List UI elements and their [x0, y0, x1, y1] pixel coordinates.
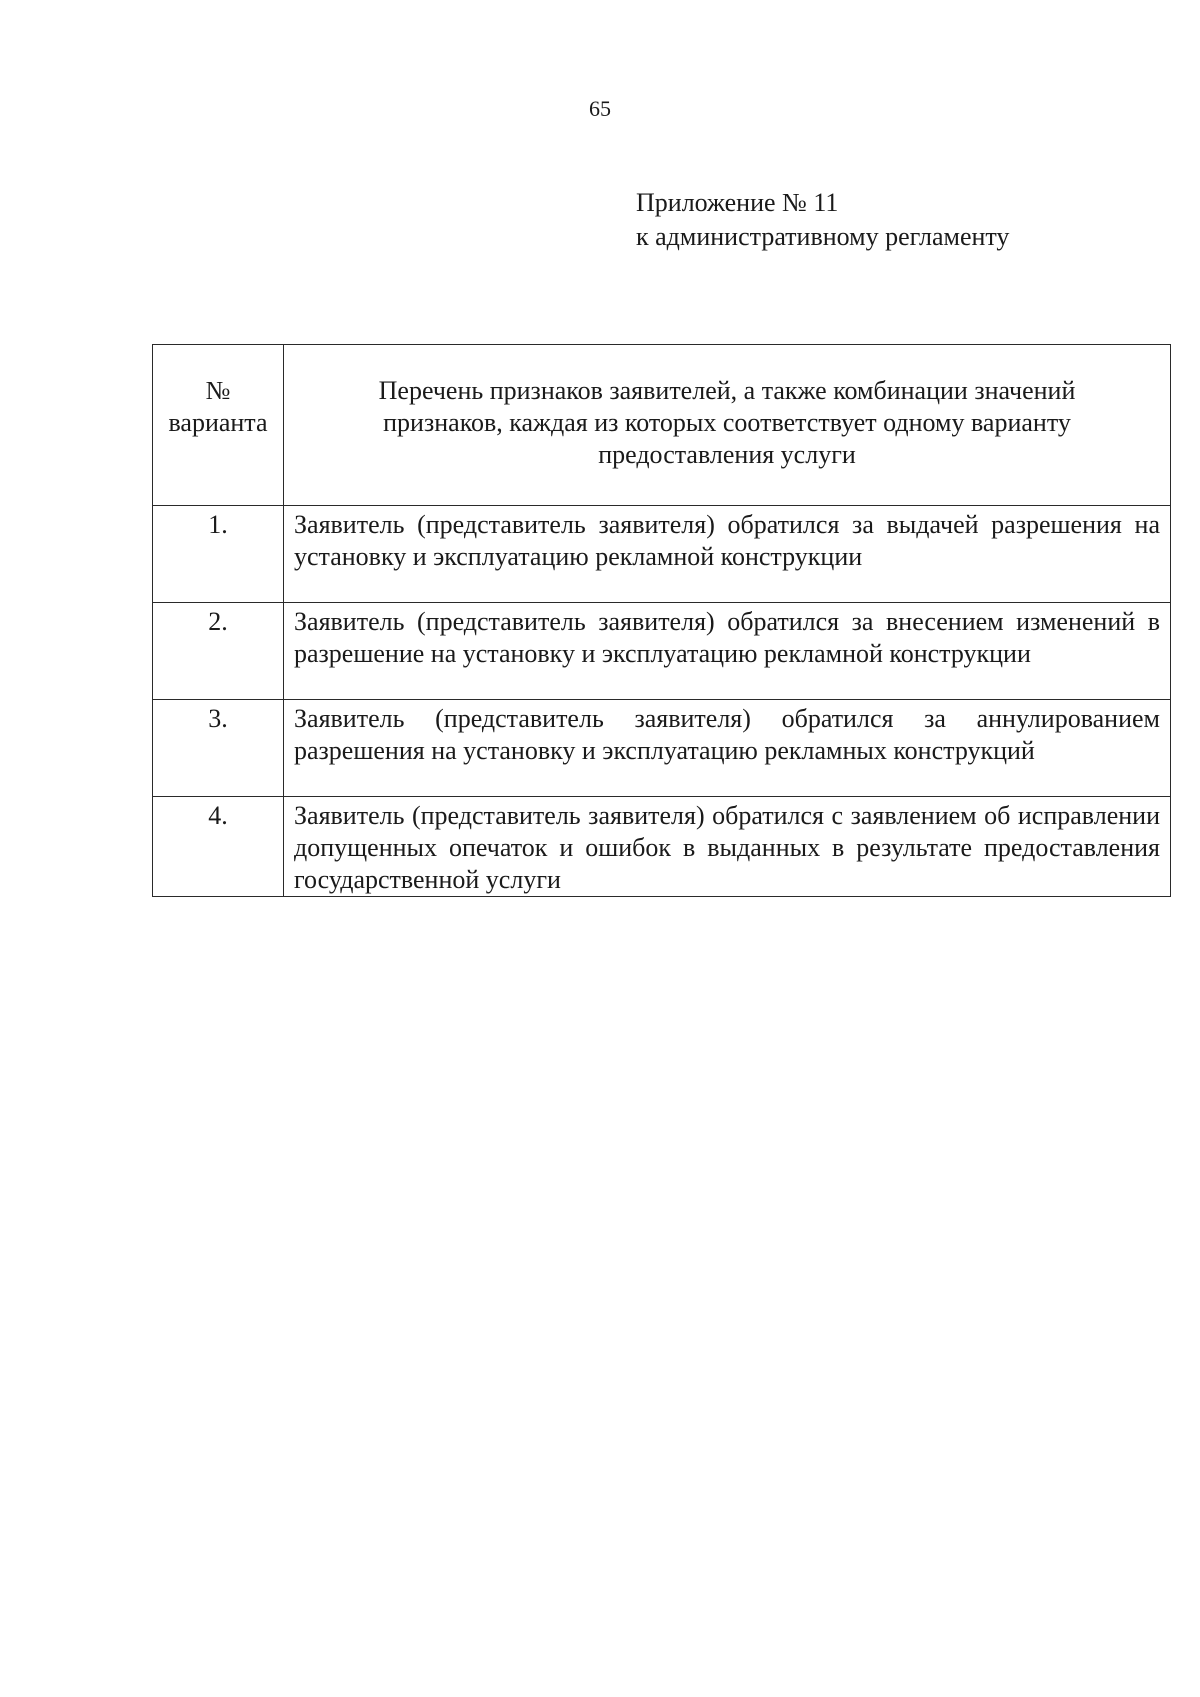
- table-header-row: [153, 345, 1171, 506]
- header-number-label: варианта: [168, 408, 268, 437]
- header-variant-number: [153, 345, 284, 506]
- row-description: Заявитель (представитель заявителя) обратился с заявлением об исправлении допущенных опечаток и ошибок в выданных в результате предоставления государственной услуги: [284, 797, 1171, 897]
- variants-table: [152, 344, 1171, 897]
- table-row: [153, 797, 1171, 897]
- page-number: 65: [589, 96, 611, 121]
- row-number: 2.: [153, 603, 284, 700]
- table-row: [153, 700, 1171, 797]
- row-number: 4.: [153, 797, 284, 897]
- table-row: [153, 603, 1171, 700]
- annex-subtitle: к административному регламенту: [636, 222, 1010, 251]
- header-number-sign: №: [205, 376, 231, 405]
- row-description: Заявитель (представитель заявителя) обратился за выдачей разрешения на установку и эксплуатацию рекламной конструкции: [284, 506, 1171, 603]
- table-row: [153, 506, 1171, 603]
- header-description: [284, 345, 1171, 506]
- row-number: 1.: [153, 506, 284, 603]
- row-number: 3.: [153, 700, 284, 797]
- row-description: Заявитель (представитель заявителя) обратился за аннулированием разрешения на установку и эксплуатацию рекламных конструкций: [284, 700, 1171, 797]
- row-description: Заявитель (представитель заявителя) обратился за внесением изменений в разрешение на установку и эксплуатацию рекламной конструкции: [284, 603, 1171, 700]
- header-description-line: предоставления услуги: [598, 440, 856, 469]
- header-description-line: признаков, каждая из которых соответствует одному варианту: [383, 408, 1071, 437]
- annex-title: Приложение № 11: [636, 188, 839, 217]
- header-description-line: Перечень признаков заявителей, а также комбинации значений: [378, 376, 1076, 405]
- annex-heading: [636, 186, 1009, 254]
